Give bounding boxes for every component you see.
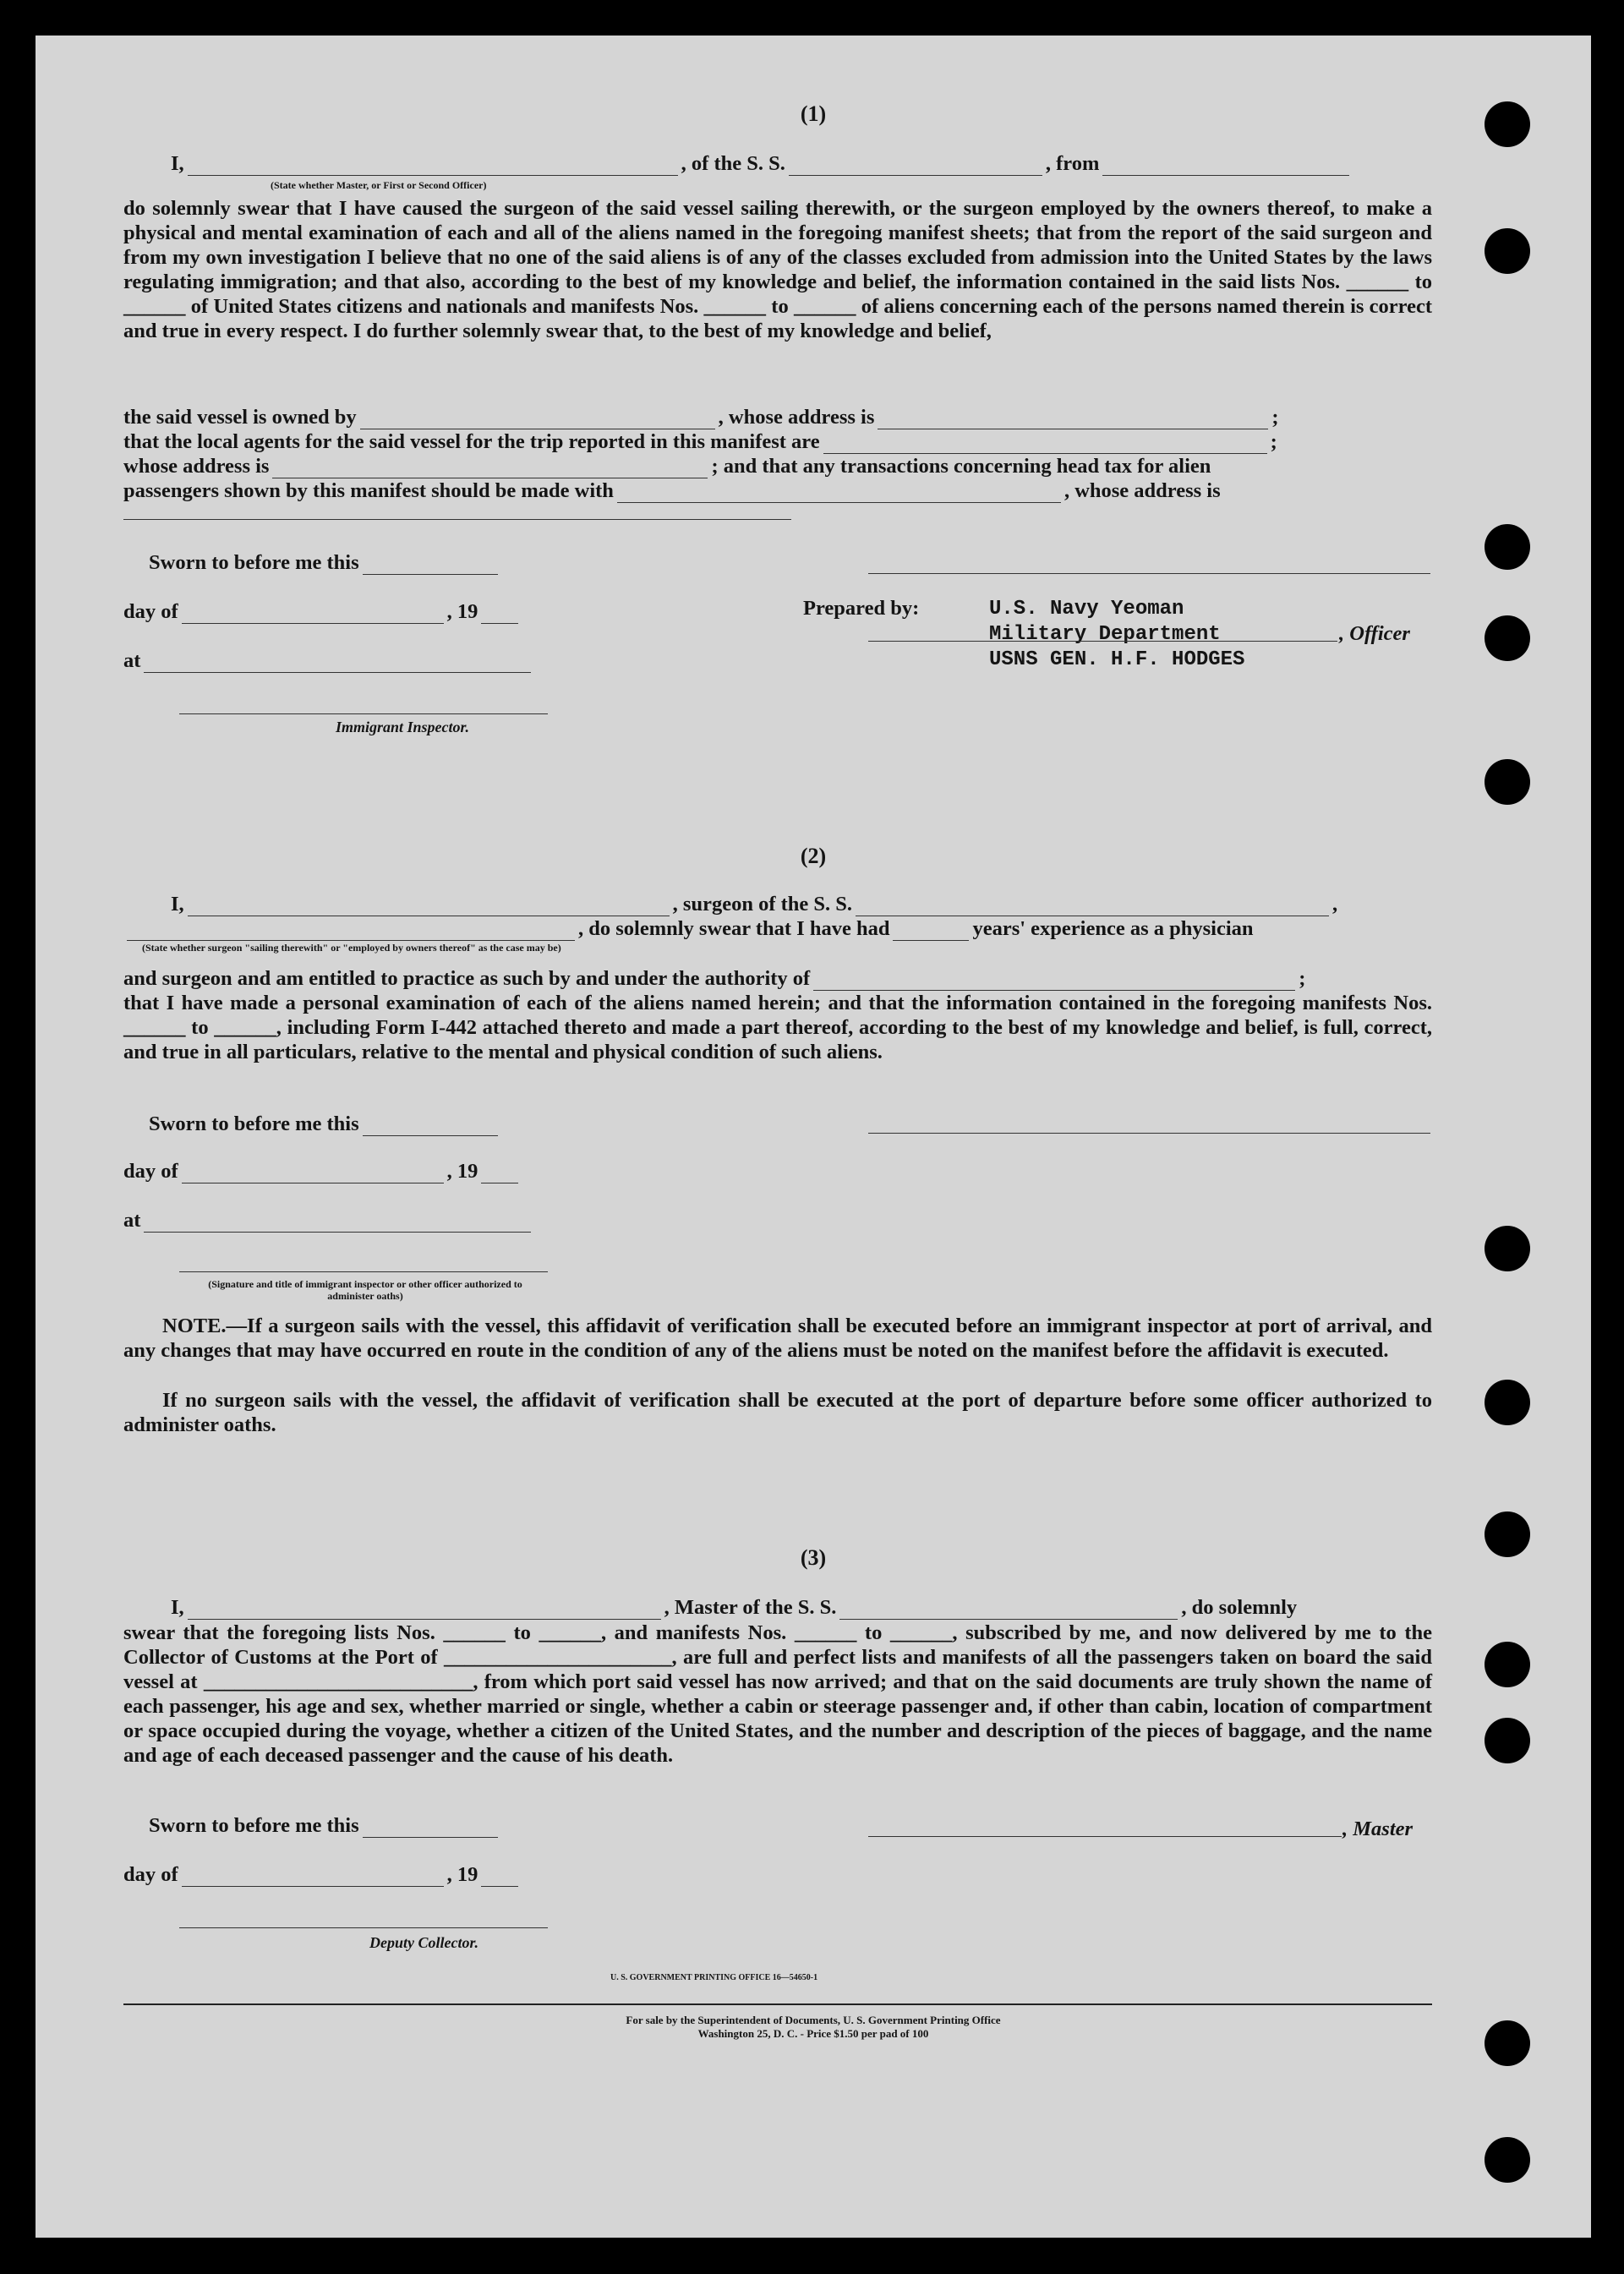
sale-notice-1: For sale by the Superintendent of Documents, U. S. Government Printing Office [626,2014,1001,2026]
section-2-oath-text: that I have made a personal examination of each of the aliens named herein; and that the information contained in the foregoing manifests Nos. ______ to ______, including Form I-442 attached thereto and made a part thereof, according to the best of my knowledge and belief, is full, correct, and true in all particulars, relative to the mental and physical condition of such aliens. [123,992,1432,1063]
owner-address-blank[interactable] [878,413,1268,429]
day-of-blank-2[interactable] [182,1167,444,1183]
punch-hole [1485,524,1530,570]
officer-note: (State whether Master, or First or Second Officer) [271,179,487,191]
head-tax-contact-blank[interactable] [617,487,1061,503]
punch-hole [1485,2137,1530,2183]
local-agents-blank[interactable] [823,438,1267,454]
day-of-blank[interactable] [182,608,444,624]
master-ship-blank[interactable] [839,1604,1178,1620]
note-surgeon-sails: NOTE.—If a surgeon sails with the vessel, this affidavit of verification shall be executed before an immigrant inspector at port of arrival, and any changes that may have occurred en route in the condition of any of the aliens must be noted on the manifest before the affidavit is executed. [123,1315,1432,1362]
officer-oath-signature-line[interactable] [179,1271,548,1272]
master-signature-line[interactable] [868,573,1430,574]
note-no-surgeon: If no surgeon sails with the vessel, the affidavit of verification shall be executed at the port of departure before some officer authorized to administer oaths. [123,1389,1432,1436]
signature-note: (Signature and title of immigrant inspector or other officer authorized to administer oaths) [208,1278,522,1302]
collector-signature-line[interactable] [179,1927,548,1928]
sworn-line-3: Sworn to before me this [149,1814,501,1838]
punch-hole [1485,615,1530,661]
at-line-2: at [123,1209,534,1233]
sworn-line-2: Sworn to before me this [149,1112,501,1136]
owner-blank[interactable] [360,413,715,429]
passengers-line: passengers shown by this manifest should be made with , whose address is [123,479,1221,502]
officer-blank[interactable] [188,160,678,176]
master-name-blank[interactable] [188,1604,661,1620]
surgeon-note: (State whether surgeon "sailing therewith" or "employed by owners thereof" as the case may be) [142,942,561,954]
head-tax-line: whose address is ; and that any transactions concerning head tax for alien [123,455,1211,478]
owned-by-line: the said vessel is owned by , whose address is ; [123,406,1279,429]
years-blank[interactable] [893,925,969,941]
ship-name-blank[interactable] [789,160,1042,176]
form-sheet [36,36,1591,2238]
officer-signature-line[interactable] [868,641,1337,642]
punch-hole [1485,1642,1530,1687]
prepared-by-line-3: USNS GEN. H.F. HODGES [989,648,1245,671]
inspector-signature-line[interactable] [179,713,548,714]
punch-hole [1485,1226,1530,1271]
day-of-line-3: day of , 19 [123,1863,522,1887]
section-1-first-line: I, , of the S. S. , from [171,152,1353,176]
address-continuation-line[interactable] [123,519,791,520]
collector-label: Deputy Collector. [369,1934,478,1951]
year-blank-2[interactable] [481,1167,518,1183]
section-2-first-line: I, , surgeon of the S. S. , [171,893,1338,916]
prepared-by-line-1: U.S. Navy Yeoman [989,598,1184,620]
master-signature-line-3[interactable] [868,1836,1342,1837]
day-of-blank-3[interactable] [182,1871,444,1887]
surgeon-ship-blank[interactable] [856,900,1329,916]
sworn-date-blank[interactable] [363,559,498,575]
master-label: , Master [1342,1818,1413,1840]
sworn-date-blank-2[interactable] [363,1120,498,1136]
section-1-number: (1) [800,101,827,126]
section-3-first-line: I, , Master of the S. S. , do solemnly [171,1596,1298,1619]
at-line-1: at [123,649,534,673]
surgeon-type-blank[interactable] [127,925,575,941]
inspector-label: Immigrant Inspector. [336,719,470,735]
at-place-blank[interactable] [144,657,531,673]
gpo-imprint: U. S. GOVERNMENT PRINTING OFFICE 16—54650-1 [610,1973,818,1982]
surgeon-name-blank[interactable] [188,900,670,916]
sale-notice-2: Washington 25, D. C. - Price $1.50 per pad of 100 [697,2027,929,2040]
surgeon-signature-line[interactable] [868,1133,1430,1134]
punch-hole [1485,1380,1530,1425]
prepared-by-line-2: Military Department [989,623,1221,646]
from-port-blank[interactable] [1102,160,1349,176]
day-of-line-1: day of , 19 [123,600,522,624]
punch-hole [1485,1718,1530,1763]
at-place-blank-2[interactable] [144,1216,531,1233]
agent-address-blank[interactable] [272,462,708,478]
authority-blank[interactable] [813,975,1295,991]
section-3-number: (3) [800,1545,827,1570]
sworn-line-1: Sworn to before me this [149,551,501,575]
punch-hole [1485,228,1530,274]
officer-label: , Officer [1339,622,1410,645]
section-1-oath-text: do solemnly swear that I have caused the surgeon of the said vessel sailing therewith, or the surgeon employed by the owners thereof, to make a physical and mental examination of each and all of the aliens named in the foregoing manifest sheets; that from the report of the said surgeon and from my own investigation I believe that no one of the said aliens is of any of the classes excluded from admission into the United States by the laws regulating immigration; and that also, according to the best of my knowledge and belief, the information contained in the said lists Nos. ______ to ______ of United States citizens and nationals and manifests Nos. ______ to ______ of aliens concerning each of the persons named therein is correct and true in every respect. I do further solemnly swear that, to the best of my knowledge and belief, [123,197,1432,342]
punch-hole [1485,759,1530,805]
section-3-oath-text: swear that the foregoing lists Nos. ______ to ______, and manifests Nos. ______ to ______, subscribed by me, and now delivered by me to the Collector of Customs at the Port of ______________________, are full and perfect lists and manifests of all the passengers taken on board the said vessel at __________________________, from which port said vessel has now arrived; and that on the said documents are truly shown the name of each passenger, his age and sex, whether married or single, whether a cabin or steerage passenger and, if other than cabin, location of compartment or space occupied during the voyage, whether a citizen of the United States, and the number and description of the pieces of baggage, and the name and age of each deceased passenger and the cause of his death. [123,1621,1432,1767]
footer-rule [123,2003,1432,2005]
local-agents-line: that the local agents for the said vessel for the trip reported in this manifest are ; [123,430,1277,453]
section-2-number: (2) [800,844,827,868]
prepared-by-label: Prepared by: [803,597,920,620]
day-of-line-2: day of , 19 [123,1160,522,1183]
authority-line: and surgeon and am entitled to practice as such by and under the authority of ; [123,967,1306,990]
year-blank[interactable] [481,608,518,624]
section-2-second-line: , do solemnly swear that I have had years' experience as a physician [123,917,1254,941]
year-blank-3[interactable] [481,1871,518,1887]
sworn-date-blank-3[interactable] [363,1822,498,1838]
